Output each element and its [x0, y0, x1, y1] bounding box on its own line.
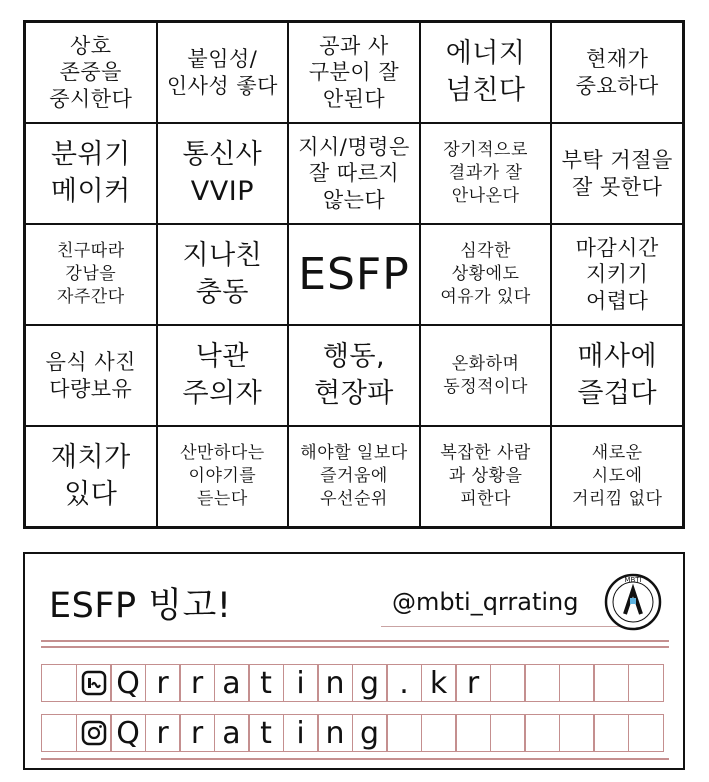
letter-box: r [179, 714, 215, 752]
info-card [23, 552, 685, 770]
letter-box: r [179, 664, 215, 702]
bingo-cell: 상호 존중을 중시한다 [25, 22, 157, 123]
letter-box: a [214, 664, 250, 702]
bingo-cell: 붙임성/ 인사성 좋다 [157, 22, 289, 123]
bingo-center-cell: ESFP [288, 224, 420, 325]
bingo-cell: 매사에 즐겁다 [551, 325, 683, 426]
bingo-cell: 공과 사 구분이 잘 안된다 [288, 22, 420, 123]
bingo-cell: 음식 사진 다량보유 [25, 325, 157, 426]
letter-box: i [283, 664, 319, 702]
letter-box [41, 714, 77, 752]
card-title: ESFP 빙고! [49, 586, 232, 626]
bingo-cell: 지나친 충동 [157, 224, 289, 325]
bingo-cell: 지시/명령은 잘 따르지 않는다 [288, 123, 420, 224]
letter-box [490, 664, 526, 702]
letter-box [524, 714, 560, 752]
letter-box: r [145, 714, 181, 752]
bingo-cell: 행동, 현장파 [288, 325, 420, 426]
social-handle: @mbti_qrrating [392, 588, 579, 616]
bingo-cell: 친구따라 강남을 자주간다 [25, 224, 157, 325]
bingo-cell: 통신사 VVIP [157, 123, 289, 224]
letter-box: Q [110, 664, 146, 702]
letter-box: a [214, 714, 250, 752]
letter-box [490, 714, 526, 752]
letter-box: t [248, 664, 284, 702]
bingo-cell: 복잡한 사람 과 상황을 피한다 [420, 426, 552, 527]
handle-underline [381, 626, 629, 627]
bingo-cell: 온화하며 동정적이다 [420, 325, 552, 426]
bingo-cell: 현재가 중요하다 [551, 22, 683, 123]
letter-box: n [317, 714, 353, 752]
letter-box [41, 664, 77, 702]
letter-box [593, 664, 629, 702]
letter-box [593, 714, 629, 752]
bingo-cell: 에너지 넘친다 [420, 22, 552, 123]
letter-box: k [421, 664, 457, 702]
bingo-cell: 산만하다는 이야기를 듣는다 [157, 426, 289, 527]
blog-icon [76, 664, 112, 702]
bingo-cell: 새로운 시도에 거리낌 없다 [551, 426, 683, 527]
url-row [41, 664, 669, 702]
bingo-cell: 분위기 메이커 [25, 123, 157, 224]
bingo-cell: 마감시간 지키기 어렵다 [551, 224, 683, 325]
ruled-line [41, 646, 669, 648]
letter-box [455, 714, 491, 752]
ruled-line [41, 640, 669, 642]
letter-box: r [455, 664, 491, 702]
letter-box: r [145, 664, 181, 702]
bingo-cell: 해야할 일보다 즐거움에 우선순위 [288, 426, 420, 527]
letter-box [628, 714, 664, 752]
letter-box [559, 664, 595, 702]
letter-box [421, 714, 457, 752]
instagram-icon [76, 714, 112, 752]
letter-box: Q [110, 714, 146, 752]
letter-box: t [248, 714, 284, 752]
letter-box: n [317, 664, 353, 702]
bingo-cell: 낙관 주의자 [157, 325, 289, 426]
ruled-line [41, 758, 669, 760]
logo-text: MBTI [624, 576, 642, 584]
letter-box: g [352, 714, 388, 752]
bingo-cell: 장기적으로 결과가 잘 안나온다 [420, 123, 552, 224]
instagram-row [41, 714, 669, 752]
letter-box: g [352, 664, 388, 702]
letter-box: i [283, 714, 319, 752]
bingo-cell: 재치가 있다 [25, 426, 157, 527]
letter-box [524, 664, 560, 702]
letter-box [386, 714, 422, 752]
brand-logo [603, 572, 663, 632]
letter-box: . [386, 664, 422, 702]
letter-box [559, 714, 595, 752]
bingo-cell: 부탁 거절을 잘 못한다 [551, 123, 683, 224]
bingo-cell: 심각한 상황에도 여유가 있다 [420, 224, 552, 325]
letter-box [628, 664, 664, 702]
bingo-grid [23, 20, 685, 529]
